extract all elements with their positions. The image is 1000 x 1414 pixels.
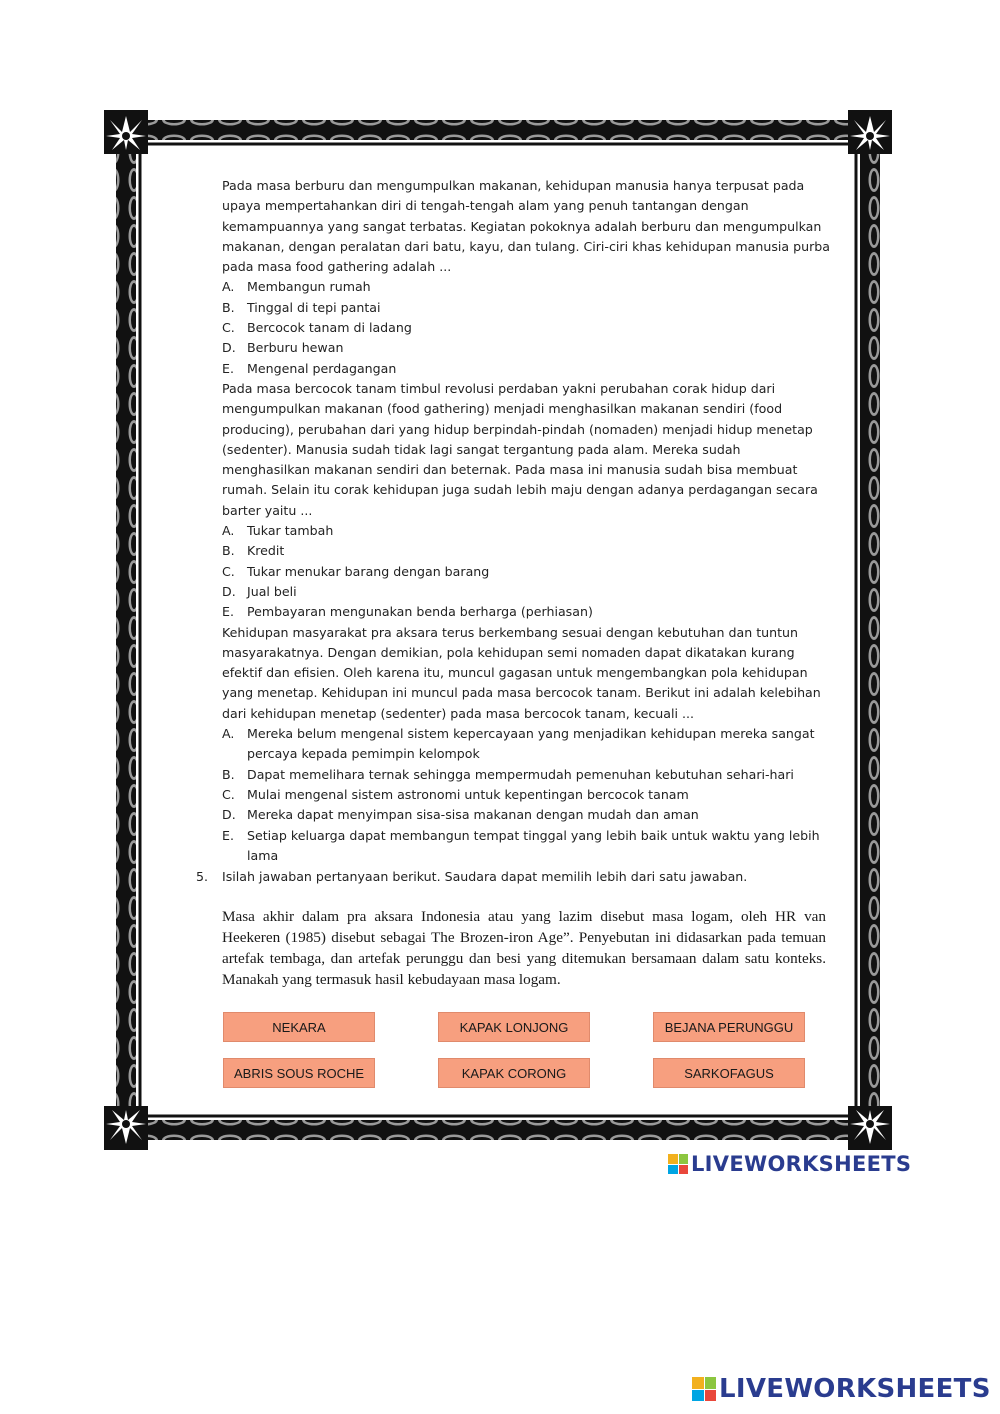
option-letter: D. [222, 807, 236, 823]
answer-option [222, 785, 832, 805]
option-text: Setiap keluarga dapat membangun tempat tinggal yang lebih baik untuk waktu yang lebih lama [247, 827, 820, 863]
option-letter: C. [222, 786, 235, 802]
answer-option [222, 521, 832, 541]
question-5-instruction [196, 867, 826, 887]
answer-option [222, 602, 832, 622]
option-letter: D. [222, 340, 236, 356]
option-text: Berburu hewan [247, 340, 344, 356]
question-stem: Kehidupan masyarakat pra aksara terus berkembang sesuai dengan kebutuhan dan tuntun masyarakatnya. Dengan demikian, pola kehidupan semi nomaden dapat dikatakan kurang efektif dan efisien. Oleh karena itu, muncul gagasan untuk mengembangkan pola kehidupan yang menetap. Kehidupan ini muncul pada masa bercocok tanam. Berikut ini adalah kelebihan dari kehidupan menetap (sedenter) pada masa bercocok tanam, kecuali ... [222, 624, 821, 721]
liveworksheets-mark-icon [692, 1377, 716, 1401]
question-stem: Pada masa bercocok tanam timbul revolusi perdaban yakni perubahan corak hidup dari mengumpulkan makanan (food gathering) menjadi menghasilkan makanan sendiri (food producing), perubahan dari yang hidup berpindah-pindah (nomaden) menjadi hidup menetap (sedenter). Manusia sudah tidak lagi sangat tergantung pada alam. Mereka sudah menghasilkan makanan sendiri dan beternak. Pada masa ini manusia sudah bisa membuat rumah. Selain itu corak kehidupan juga sudah lebih maju dengan adanya perdagangan secara barter yaitu ... [222, 380, 818, 518]
option-text: Mulai mengenal sistem astronomi untuk kepentingan bercocok tanam [247, 786, 689, 802]
option-letter: E. [222, 604, 234, 620]
option-letter: A. [222, 279, 235, 295]
answer-box-kapak-corong[interactable]: KAPAK CORONG [438, 1058, 590, 1088]
liveworksheets-logo-footer [692, 1374, 991, 1404]
option-letter: B. [222, 543, 235, 559]
option-letter: A. [222, 726, 235, 742]
option-letter: B. [222, 766, 235, 782]
answer-box-bejana-perunggu[interactable]: BEJANA PERUNGGU [653, 1012, 805, 1042]
answer-option [222, 724, 832, 765]
answer-option [222, 277, 832, 297]
answer-option [222, 765, 832, 785]
option-text: Dapat memelihara ternak sehingga mempermudah pemenuhan kebutuhan sehari-hari [247, 766, 794, 782]
option-text: Jual beli [247, 583, 297, 599]
liveworksheets-logo [668, 1152, 911, 1176]
answer-option [222, 298, 832, 318]
option-text: Bercocok tanam di ladang [247, 320, 412, 336]
answer-option [222, 582, 832, 602]
answer-option [222, 541, 832, 561]
corner-ornament-bottom-left [104, 1106, 148, 1150]
question-block [222, 379, 832, 623]
option-letter: A. [222, 523, 235, 539]
option-text: Mereka dapat menyimpan sisa-sisa makanan dengan mudah dan aman [247, 807, 699, 823]
answer-box-abris-sous-roche[interactable]: ABRIS SOUS ROCHE [223, 1058, 375, 1088]
option-letter: C. [222, 320, 235, 336]
option-text: Mereka belum mengenal sistem kepercayaan yang menjadikan kehidupan mereka sangat percaya kepada pemimpin kelompok [247, 726, 815, 762]
questions-section [222, 176, 832, 866]
option-letter: C. [222, 563, 235, 579]
question-stem: Pada masa berburu dan mengumpulkan makanan, kehidupan manusia hanya terpusat pada upaya mempertahankan diri di tengah-tengah alam yang penuh tantangan dengan kemampuannya yang sangat terbatas. Kegiatan pokoknya adalah berburu dan mengumpulkan makanan, dengan peralatan dari batu, kayu, dan tulang. Ciri-ciri khas kehidupan manusia purba pada masa food gathering adalah ... [222, 178, 830, 275]
answer-option [222, 562, 832, 582]
question-number: 5. [196, 869, 209, 884]
corner-ornament-top-right [848, 110, 892, 154]
option-text: Kredit [247, 543, 285, 559]
answer-box-kapak-lonjong[interactable]: KAPAK LONJONG [438, 1012, 590, 1042]
option-letter: E. [222, 827, 234, 843]
answer-option [222, 338, 832, 358]
question-block [222, 623, 832, 867]
answer-option [222, 318, 832, 338]
option-text: Tukar menukar barang dengan barang [247, 563, 490, 579]
answer-option [222, 805, 832, 825]
option-letter: B. [222, 299, 235, 315]
question-5-passage: Masa akhir dalam pra aksara Indonesia atau yang lazim disebut masa logam, oleh HR van Heekeren (1985) disebut sebagai The Brozen-iron Age”. Penyebutan ini didasarkan pada temuan artefak tembaga, dan artefak perunggu dan besi yang ditemukan bersamaan dalam satu konteks. Manakah yang termasuk hasil kebudayaan masa logam. [222, 908, 826, 988]
question-block [222, 176, 832, 379]
option-letter: D. [222, 583, 236, 599]
corner-ornament-bottom-right [848, 1106, 892, 1150]
answer-option [222, 359, 832, 379]
option-text: Mengenal perdagangan [247, 360, 397, 376]
option-text: Pembayaran mengunakan benda berharga (perhiasan) [247, 604, 593, 620]
brand-name: LIVEWORKSHEETS [719, 1374, 991, 1404]
answer-box-nekara[interactable]: NEKARA [223, 1012, 375, 1042]
answer-box-sarkofagus[interactable]: SARKOFAGUS [653, 1058, 805, 1088]
liveworksheets-mark-icon [668, 1154, 688, 1174]
option-text: Tukar tambah [247, 523, 334, 539]
answer-option [222, 826, 832, 867]
option-text: Tinggal di tepi pantai [247, 299, 381, 315]
option-text: Membangun rumah [247, 279, 371, 295]
brand-name: LIVEWORKSHEETS [691, 1152, 912, 1176]
instruction-text: Isilah jawaban pertanyaan berikut. Saudara dapat memilih lebih dari satu jawaban. [222, 869, 748, 884]
option-letter: E. [222, 360, 234, 376]
corner-ornament-top-left [104, 110, 148, 154]
